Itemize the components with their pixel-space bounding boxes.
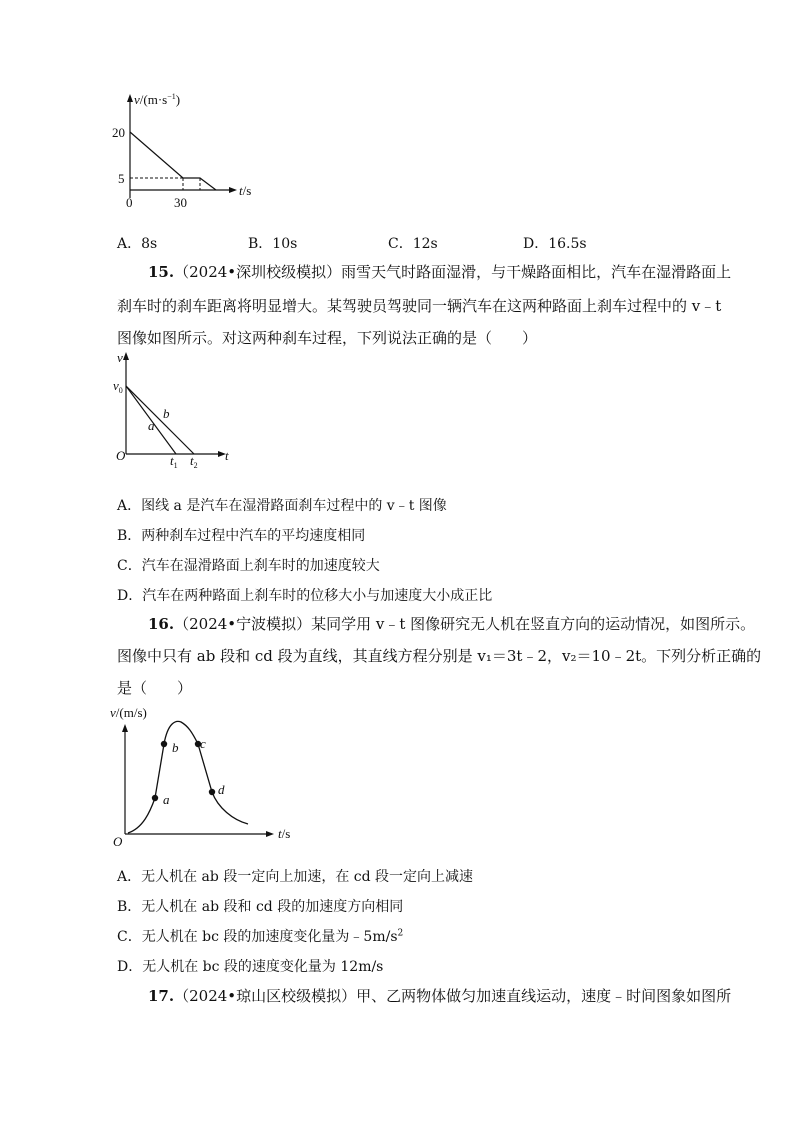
label-origin: O xyxy=(113,834,123,849)
q15-line3: 图像如图所示。对这两种刹车过程，下列说法正确的是（ ） xyxy=(117,329,538,347)
y-label: $v/(m\cdot s^{-1})$ xyxy=(134,92,181,107)
q15-vt-graph xyxy=(108,348,248,468)
point-a xyxy=(152,795,158,801)
y-axis-arrow xyxy=(127,94,133,102)
label-t2: $t_2$ xyxy=(190,453,198,468)
label-a: a xyxy=(163,792,170,807)
q16-option-b[interactable]: B．无人机在 ab 段和 cd 段的加速度方向相同 xyxy=(117,899,404,915)
q17-line1: 17.（2024•琼山区校级模拟）甲、乙两物体做匀加速直线运动，速度﹣时间图象如图所 xyxy=(148,987,732,1005)
label-v0: $v_0$ xyxy=(113,378,123,395)
label-t1: $t_1$ xyxy=(170,453,178,468)
tick-30: 30 xyxy=(174,195,187,210)
line-b xyxy=(126,386,194,454)
q14-option-a[interactable]: A．8s xyxy=(117,236,158,252)
q14-option-d[interactable]: D．16.5s xyxy=(523,236,587,252)
point-b xyxy=(161,741,167,747)
label-b: b xyxy=(172,740,179,755)
y-axis-arrow xyxy=(123,352,129,360)
q16-option-c[interactable]: C．无人机在 bc 段的加速度变化量为$﹣5m/s^2$ xyxy=(117,928,404,945)
q14-vt-graph xyxy=(108,88,268,213)
q15-number: 15. xyxy=(148,263,175,281)
q14-option-b[interactable]: B．10s xyxy=(248,236,298,252)
q14-option-c[interactable]: C．12s xyxy=(388,236,438,252)
q16-line3: 是（ ） xyxy=(117,679,193,697)
label-t: t xyxy=(225,448,229,463)
velocity-curve xyxy=(128,721,248,833)
q15-option-d[interactable]: D．汽车在两种路面上刹车时的位移大小与加速度大小成正比 xyxy=(117,588,493,604)
q15-option-c[interactable]: C．汽车在湿滑路面上刹车时的加速度较大 xyxy=(117,558,380,574)
point-d xyxy=(209,789,215,795)
x-axis-arrow xyxy=(266,831,274,837)
q16-option-d[interactable]: D．无人机在 bc 段的速度变化量为 12m/s xyxy=(117,959,384,975)
tick-0: 0 xyxy=(126,195,133,210)
y-axis-arrow xyxy=(122,724,128,732)
q16-vt-graph xyxy=(108,700,308,850)
velocity-line xyxy=(130,132,216,190)
q16-option-a[interactable]: A．无人机在 ab 段一定向上加速，在 cd 段一定向上减速 xyxy=(117,869,474,885)
label-origin: O xyxy=(116,448,126,463)
label-c: c xyxy=(200,736,206,751)
q15-line1: 15.（2024•深圳校级模拟）雨雪天气时路面湿滑，与干燥路面相比，汽车在湿滑路面上 xyxy=(148,263,732,281)
x-label: t/s xyxy=(239,183,252,198)
x-axis-arrow xyxy=(229,187,237,193)
q15-option-a[interactable]: A．图线 a 是汽车在湿滑路面刹车过程中的 v﹣t 图像 xyxy=(117,498,447,514)
tick-20: 20 xyxy=(112,125,125,140)
q16-line2: 图像中只有 ab 段和 cd 段为直线，其直线方程分别是 v₁＝3t﹣2，v₂＝10﹣2t。下列分析正确的 xyxy=(117,647,762,665)
q17-number: 17. xyxy=(148,987,175,1005)
label-d: d xyxy=(218,782,225,797)
q15-option-b[interactable]: B．两种刹车过程中汽车的平均速度相同 xyxy=(117,528,366,544)
q15-line2: 刹车时的刹车距离将明显增大。某驾驶员驾驶同一辆汽车在这两种路面上刹车过程中的 v﹣t xyxy=(117,297,722,315)
tick-5: 5 xyxy=(118,171,125,186)
q16-number: 16. xyxy=(148,615,175,633)
label-b: b xyxy=(163,406,170,421)
label-a: a xyxy=(148,418,155,433)
label-v: v xyxy=(117,350,123,365)
q16-line1: 16.（2024•宁波模拟）某同学用 v﹣t 图像研究无人机在竖直方向的运动情况，如图所示。 xyxy=(148,615,756,633)
x-label: t/s xyxy=(278,826,291,841)
y-label: v/(m/s) xyxy=(110,705,147,720)
